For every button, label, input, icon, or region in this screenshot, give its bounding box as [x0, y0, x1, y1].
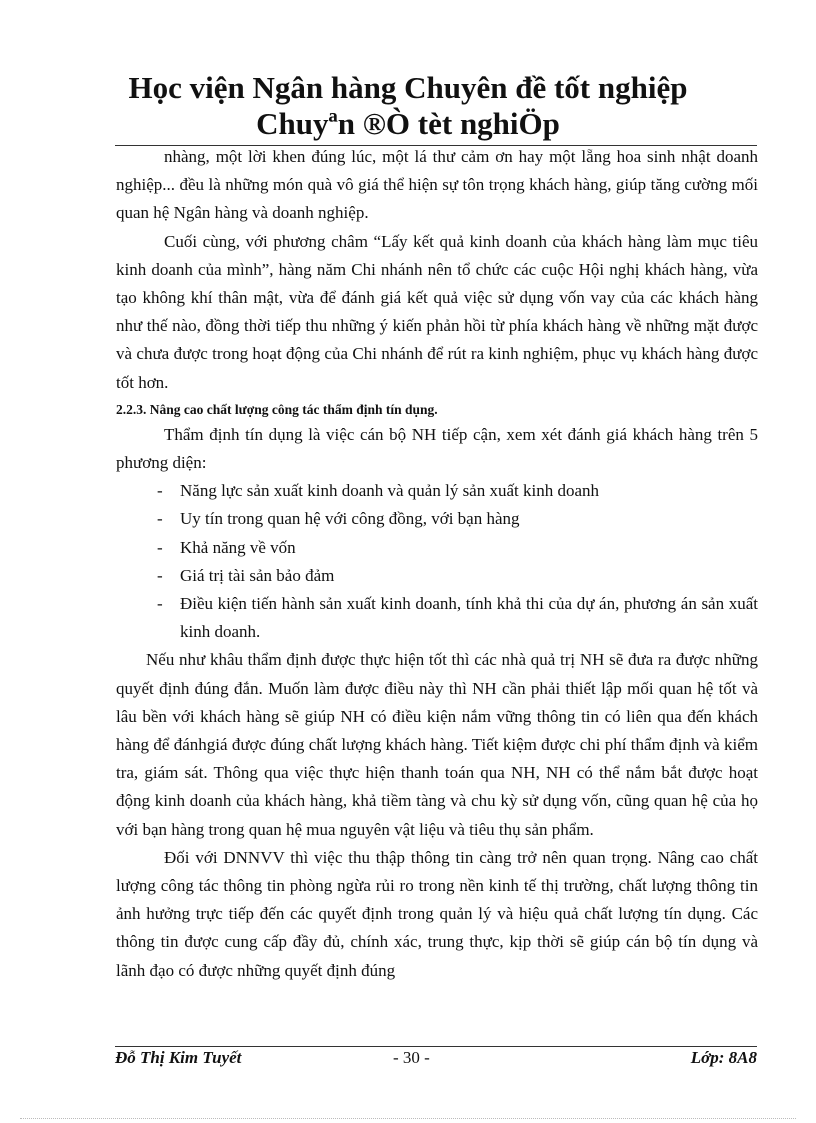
- paragraph-1: nhàng, một lời khen đúng lúc, một lá thư cảm ơn hay một lẵng hoa sinh nhật doanh nghiệp... đều là những món quà vô giá thể hiện sự tôn trọng khách hàng, giúp tăng cường mối quan hệ Ngân hàng và doanh nghiệp.: [116, 147, 758, 223]
- dash-bullet: -: [157, 565, 163, 585]
- list-item-text: Điều kiện tiến hành sản xuất kinh doanh, tính khả thi của dự án, phương án sản xuất kinh doanh.: [180, 594, 758, 642]
- page-bottom-edge: [20, 1118, 796, 1119]
- section-heading: 2.2.3. Nâng cao chất lượng công tác thẩm định tín dụng.: [116, 401, 438, 417]
- criteria-list: [116, 477, 758, 646]
- footer-class: Lớp: 8A8: [690, 1048, 757, 1067]
- dash-bullet: -: [157, 481, 163, 501]
- paragraph-2: Cuối cùng, với phương châm “Lấy kết quả kinh doanh của khách hàng làm mục tiêu kinh doanh của mình”, hàng năm Chi nhánh nên tổ chức các cuộc Hội nghị khách hàng, vừa tạo không khí thân mật, vừa để đánh giá kết quả việc sử dụng vốn vay của các khách hàng như thế nào, đồng thời tiếp thu những ý kiến phản hồi từ phía khách hàng về những mặt được và chưa được trong hoạt động của Chi nhánh để rút ra kinh nghiệm, phục vụ khách hàng được tốt hơn.: [116, 231, 758, 392]
- footer-author: Đỗ Thị Kim Tuyết: [115, 1048, 242, 1067]
- list-item: [116, 505, 758, 533]
- list-item-text: Năng lực sản xuất kinh doanh và quản lý sản xuất kinh doanh: [180, 481, 600, 501]
- list-item: [116, 590, 758, 646]
- paragraph-5: Đối với DNNVV thì việc thu thập thông tin càng trở nên quan trọng. Nâng cao chất lượng công tác thông tin phòng ngừa rủi ro trong nền kinh tế thị trường, chất lượng thông tin ảnh hưởng trực tiếp đến các quyết định trong quản lý và hiệu quả chất lượng tín dụng. Các thông tin được cung cấp đầy đủ, chính xác, trung thực, kịp thời sẽ giúp cán bộ tín dụng và lãnh đạo có được những quyết định đúng: [116, 847, 758, 980]
- header-title-line1: Học viện Ngân hàng Chuyên đề tốt nghiệp: [128, 70, 688, 105]
- page-number: - 30 -: [393, 1048, 430, 1067]
- dash-bullet: -: [157, 509, 163, 529]
- page-footer: [115, 1048, 757, 1072]
- list-item-text: Uy tín trong quan hệ với công đồng, với bạn hàng: [180, 509, 520, 529]
- list-item: [116, 534, 758, 562]
- dash-bullet: -: [157, 537, 163, 557]
- dash-bullet: -: [157, 594, 163, 614]
- list-item: [116, 477, 758, 505]
- list-item-text: Giá trị tài sản bảo đảm: [180, 565, 335, 585]
- paragraph-3: Thẩm định tín dụng là việc cán bộ NH tiếp cận, xem xét đánh giá khách hàng trên 5 phương diện:: [116, 424, 758, 473]
- paragraph-4: Nếu như khâu thẩm định được thực hiện tốt thì các nhà quả trị NH sẽ đưa ra được những quyết định đúng đắn. Muốn làm được điều này thì NH cần phải thiết lập mối quan hệ tốt và lâu bền với khách hàng sẽ giúp NH có điều kiện nắm vững thông tin có liên qua đến khách hàng để đánhgiá được đúng chất lượng khách hàng. Tiết kiệm được chi phí thẩm định và kiểm tra, giám sát. Thông qua việc thực hiện thanh toán qua NH, NH có thể nắm bắt được hoạt động kinh doanh của khách hàng, khả tiềm tàng và chu kỳ sử dụng vốn, cũng quan hệ của họ với bạn hàng trong quan hệ mua nguyên vật liệu và tiêu thụ sản phẩm.: [116, 650, 758, 839]
- page-header: [0, 70, 816, 142]
- document-body: [116, 143, 758, 985]
- list-item: [116, 562, 758, 590]
- header-title-line2: Chuyªn ®Ò tèt nghiÖp: [256, 106, 560, 141]
- list-item-text: Khả năng về vốn: [180, 537, 296, 557]
- footer-divider: [115, 1046, 757, 1047]
